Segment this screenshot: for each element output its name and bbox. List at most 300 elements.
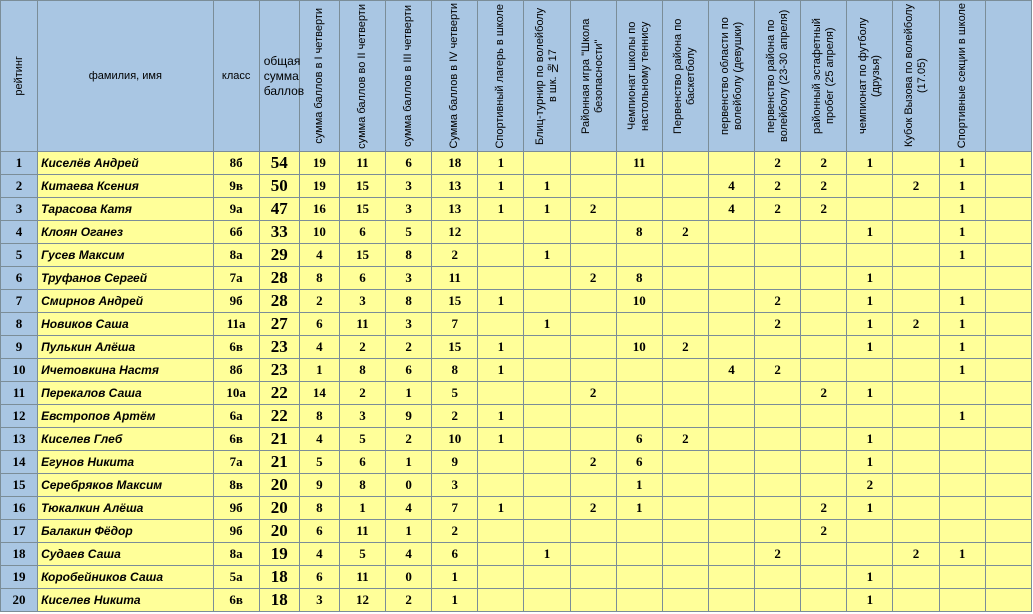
camp-cell [478,520,524,543]
regionvolley-cell: 4 [708,198,754,221]
class-cell: 11а [213,313,259,336]
rank-cell: 14 [1,451,38,474]
football-cell [847,520,893,543]
rank-cell: 4 [1,221,38,244]
q2-cell: 6 [339,221,385,244]
basketball-cell [662,313,708,336]
cup-cell [893,520,939,543]
class-cell: 6в [213,589,259,612]
header-cup-label: Кубок Вызова по волейболу (17.05) [903,4,928,148]
table-body [1,152,1032,612]
sections-cell: 1 [939,152,985,175]
districtvolley-cell [755,405,801,428]
class-cell: 6б [213,221,259,244]
header-camp-label: Спортивный лагерь в школе [494,3,507,149]
rank-cell: 3 [1,198,38,221]
football-cell [847,175,893,198]
header-districtvolley [755,1,801,152]
header-blitz [524,1,570,152]
blitz-cell [524,336,570,359]
camp-cell: 1 [478,336,524,359]
total-cell: 23 [259,336,299,359]
header-total-label: общая сумма баллов [263,53,305,98]
name-cell: Евстропов Артём [38,405,214,428]
safety-cell [570,520,616,543]
districtvolley-cell [755,336,801,359]
camp-cell [478,566,524,589]
sections-cell [939,451,985,474]
relay-cell [801,405,847,428]
basketball-cell [662,405,708,428]
table-row [1,290,1032,313]
safety-cell: 2 [570,382,616,405]
header-q4 [432,1,478,152]
tabletennis-cell [616,543,662,566]
relay-cell [801,566,847,589]
tabletennis-cell [616,313,662,336]
regionvolley-cell [708,290,754,313]
table-row [1,313,1032,336]
basketball-cell: 2 [662,428,708,451]
table-row [1,405,1032,428]
table-row [1,566,1032,589]
class-cell: 8б [213,359,259,382]
rank-cell: 10 [1,359,38,382]
total-cell: 21 [259,451,299,474]
regionvolley-cell [708,497,754,520]
football-cell: 1 [847,451,893,474]
relay-cell [801,428,847,451]
regionvolley-cell [708,336,754,359]
tabletennis-cell [616,566,662,589]
q1-cell: 3 [299,589,339,612]
header-name [38,1,214,152]
camp-cell [478,382,524,405]
districtvolley-cell [755,244,801,267]
relay-cell [801,359,847,382]
q1-cell: 19 [299,152,339,175]
q2-cell: 1 [339,497,385,520]
q1-cell: 6 [299,313,339,336]
q4-cell: 7 [432,497,478,520]
q3-cell: 4 [386,497,432,520]
districtvolley-cell: 2 [755,313,801,336]
empty-cell [985,198,1031,221]
blitz-cell: 1 [524,244,570,267]
camp-cell [478,451,524,474]
q1-cell: 10 [299,221,339,244]
football-cell [847,198,893,221]
q4-cell: 12 [432,221,478,244]
header-tabletennis-label: Чемпионат школы по настольному теннису [626,21,652,131]
q3-cell: 9 [386,405,432,428]
total-cell: 23 [259,359,299,382]
rank-cell: 18 [1,543,38,566]
regionvolley-cell [708,382,754,405]
sections-cell [939,428,985,451]
q4-cell: 1 [432,589,478,612]
camp-cell: 1 [478,198,524,221]
tabletennis-cell: 6 [616,451,662,474]
districtvolley-cell [755,428,801,451]
sections-cell [939,497,985,520]
q4-cell: 13 [432,198,478,221]
basketball-cell [662,382,708,405]
regionvolley-cell [708,451,754,474]
q2-cell: 5 [339,543,385,566]
total-cell: 28 [259,290,299,313]
table-row [1,336,1032,359]
header-football [847,1,893,152]
q1-cell: 8 [299,267,339,290]
blitz-cell [524,152,570,175]
sections-cell [939,474,985,497]
q1-cell: 6 [299,520,339,543]
name-cell: Новиков Саша [38,313,214,336]
safety-cell [570,175,616,198]
q2-cell: 11 [339,152,385,175]
football-cell [847,359,893,382]
q3-cell: 0 [386,566,432,589]
safety-cell: 2 [570,497,616,520]
camp-cell: 1 [478,152,524,175]
q4-cell: 15 [432,290,478,313]
name-cell: Тарасова Катя [38,198,214,221]
header-total [259,1,305,152]
q4-cell: 7 [432,313,478,336]
blitz-cell [524,221,570,244]
regionvolley-cell [708,543,754,566]
camp-cell: 1 [478,359,524,382]
blitz-cell [524,267,570,290]
name-cell: Киселев Глеб [38,428,214,451]
table-row [1,451,1032,474]
q2-cell: 2 [339,336,385,359]
name-cell: Перекалов Саша [38,382,214,405]
q2-cell: 8 [339,474,385,497]
q4-cell: 5 [432,382,478,405]
cup-cell [893,428,939,451]
table-row [1,198,1032,221]
regionvolley-cell [708,566,754,589]
tabletennis-cell [616,520,662,543]
blitz-cell: 1 [524,543,570,566]
blitz-cell: 1 [524,175,570,198]
q3-cell: 3 [386,175,432,198]
rank-cell: 9 [1,336,38,359]
cup-cell [893,451,939,474]
q3-cell: 1 [386,520,432,543]
relay-cell: 2 [801,152,847,175]
rank-cell: 1 [1,152,38,175]
camp-cell: 1 [478,175,524,198]
regionvolley-cell: 4 [708,175,754,198]
camp-cell [478,589,524,612]
safety-cell: 2 [570,198,616,221]
basketball-cell [662,520,708,543]
districtvolley-cell [755,589,801,612]
regionvolley-cell [708,428,754,451]
q2-cell: 15 [339,175,385,198]
rank-cell: 13 [1,428,38,451]
relay-cell [801,336,847,359]
q3-cell: 6 [386,359,432,382]
basketball-cell: 2 [662,336,708,359]
blitz-cell [524,359,570,382]
q2-cell: 3 [339,405,385,428]
class-cell: 8б [213,152,259,175]
header-blitz-label: Блиц-турнир по волейболу в шк. №17 [534,7,559,145]
class-cell: 7а [213,267,259,290]
relay-cell [801,474,847,497]
basketball-cell: 2 [662,221,708,244]
blitz-cell [524,589,570,612]
total-cell: 18 [259,589,299,612]
table-row [1,428,1032,451]
header-empty [985,1,1031,152]
table-row [1,244,1032,267]
regionvolley-cell [708,221,754,244]
header-q1-label: сумма баллов в I четверти [312,8,325,144]
header-safety-label: Районная игра "Школа безопасности" [580,18,606,134]
total-cell: 47 [259,198,299,221]
districtvolley-cell: 2 [755,198,801,221]
rank-cell: 19 [1,566,38,589]
safety-cell [570,359,616,382]
total-cell: 22 [259,405,299,428]
safety-cell [570,543,616,566]
q3-cell: 8 [386,244,432,267]
total-cell: 19 [259,543,299,566]
sections-cell: 1 [939,405,985,428]
camp-cell [478,267,524,290]
class-cell: 8в [213,474,259,497]
empty-cell [985,405,1031,428]
header-q4-label: Сумма баллов в IV четверти [448,3,461,149]
relay-cell [801,221,847,244]
q1-cell: 4 [299,336,339,359]
name-cell: Ичетовкина Настя [38,359,214,382]
total-cell: 50 [259,175,299,198]
class-cell: 6в [213,428,259,451]
football-cell [847,244,893,267]
camp-cell: 1 [478,428,524,451]
rank-cell: 6 [1,267,38,290]
q2-cell: 6 [339,451,385,474]
q4-cell: 2 [432,244,478,267]
football-cell: 1 [847,290,893,313]
football-cell: 1 [847,497,893,520]
header-relay-label: районный эстафетный пробег (25 апреля) [810,18,836,134]
tabletennis-cell: 11 [616,152,662,175]
class-cell: 9в [213,175,259,198]
total-cell: 21 [259,428,299,451]
football-cell: 1 [847,336,893,359]
basketball-cell [662,589,708,612]
q4-cell: 3 [432,474,478,497]
safety-cell [570,244,616,267]
table-row [1,589,1032,612]
relay-cell: 2 [801,175,847,198]
name-cell: Коробейников Саша [38,566,214,589]
tabletennis-cell: 1 [616,497,662,520]
name-cell: Тюкалкин Алёша [38,497,214,520]
q4-cell: 10 [432,428,478,451]
q4-cell: 1 [432,566,478,589]
name-cell: Клоян Оганез [38,221,214,244]
cup-cell [893,589,939,612]
header-rank-label: рейтинг [12,56,25,96]
cup-cell [893,336,939,359]
q2-cell: 5 [339,428,385,451]
safety-cell [570,313,616,336]
districtvolley-cell [755,474,801,497]
cup-cell [893,359,939,382]
blitz-cell [524,566,570,589]
name-cell: Киселёв Андрей [38,152,214,175]
q4-cell: 6 [432,543,478,566]
football-cell: 1 [847,221,893,244]
districtvolley-cell: 2 [755,152,801,175]
camp-cell [478,474,524,497]
empty-cell [985,152,1031,175]
sections-cell [939,267,985,290]
table-row [1,221,1032,244]
tabletennis-cell: 8 [616,221,662,244]
cup-cell: 2 [893,313,939,336]
class-cell: 9б [213,290,259,313]
districtvolley-cell [755,497,801,520]
tabletennis-cell [616,405,662,428]
football-cell: 1 [847,428,893,451]
basketball-cell [662,451,708,474]
header-regionvolley [708,1,754,152]
rank-cell: 17 [1,520,38,543]
blitz-cell [524,520,570,543]
header-football-label: чемпионат по футболу (друзья) [856,17,882,135]
q3-cell: 3 [386,198,432,221]
header-q3-label: сумма баллов в III четверти [402,5,415,147]
relay-cell: 2 [801,520,847,543]
football-cell [847,405,893,428]
q3-cell: 0 [386,474,432,497]
camp-cell [478,221,524,244]
header-basketball [662,1,708,152]
header-sections [939,1,985,152]
blitz-cell [524,405,570,428]
q1-cell: 8 [299,497,339,520]
blitz-cell [524,290,570,313]
q4-cell: 13 [432,175,478,198]
regionvolley-cell [708,520,754,543]
sections-cell: 1 [939,336,985,359]
q2-cell: 11 [339,566,385,589]
sections-cell: 1 [939,175,985,198]
safety-cell [570,336,616,359]
rank-cell: 2 [1,175,38,198]
basketball-cell [662,175,708,198]
cup-cell [893,267,939,290]
name-cell: Китаева Ксения [38,175,214,198]
sections-cell [939,589,985,612]
header-name-label: фамилия, имя [88,70,162,82]
q4-cell: 18 [432,152,478,175]
total-cell: 22 [259,382,299,405]
class-cell: 6а [213,405,259,428]
q3-cell: 5 [386,221,432,244]
q3-cell: 1 [386,382,432,405]
cup-cell [893,221,939,244]
regionvolley-cell [708,474,754,497]
relay-cell [801,589,847,612]
districtvolley-cell: 2 [755,359,801,382]
safety-cell [570,428,616,451]
table-row [1,543,1032,566]
regionvolley-cell [708,405,754,428]
class-cell: 8а [213,543,259,566]
basketball-cell [662,474,708,497]
cup-cell: 2 [893,543,939,566]
q3-cell: 2 [386,428,432,451]
safety-cell [570,290,616,313]
basketball-cell [662,566,708,589]
q2-cell: 3 [339,290,385,313]
districtvolley-cell [755,221,801,244]
q1-cell: 4 [299,543,339,566]
q2-cell: 11 [339,313,385,336]
q3-cell: 1 [386,451,432,474]
safety-cell [570,152,616,175]
empty-cell [985,359,1031,382]
name-cell: Судаев Саша [38,543,214,566]
empty-cell [985,451,1031,474]
q1-cell: 19 [299,175,339,198]
cup-cell [893,198,939,221]
football-cell: 1 [847,382,893,405]
total-cell: 18 [259,566,299,589]
total-cell: 54 [259,152,299,175]
tabletennis-cell [616,244,662,267]
districtvolley-cell [755,520,801,543]
blitz-cell [524,382,570,405]
empty-cell [985,244,1031,267]
class-cell: 8а [213,244,259,267]
tabletennis-cell [616,175,662,198]
q4-cell: 11 [432,267,478,290]
class-cell: 9б [213,497,259,520]
q3-cell: 4 [386,543,432,566]
football-cell: 2 [847,474,893,497]
empty-cell [985,474,1031,497]
class-cell: 5а [213,566,259,589]
cup-cell [893,474,939,497]
districtvolley-cell [755,382,801,405]
header-q2-label: сумма баллов во II четверти [356,3,368,149]
cup-cell [893,497,939,520]
q3-cell: 3 [386,313,432,336]
table-row [1,474,1032,497]
q1-cell: 1 [299,359,339,382]
name-cell: Киселев Никита [38,589,214,612]
q1-cell: 2 [299,290,339,313]
rank-cell: 8 [1,313,38,336]
cup-cell [893,405,939,428]
name-cell: Пулькин Алёша [38,336,214,359]
empty-cell [985,267,1031,290]
q1-cell: 4 [299,428,339,451]
q4-cell: 15 [432,336,478,359]
header-cup [893,1,939,152]
